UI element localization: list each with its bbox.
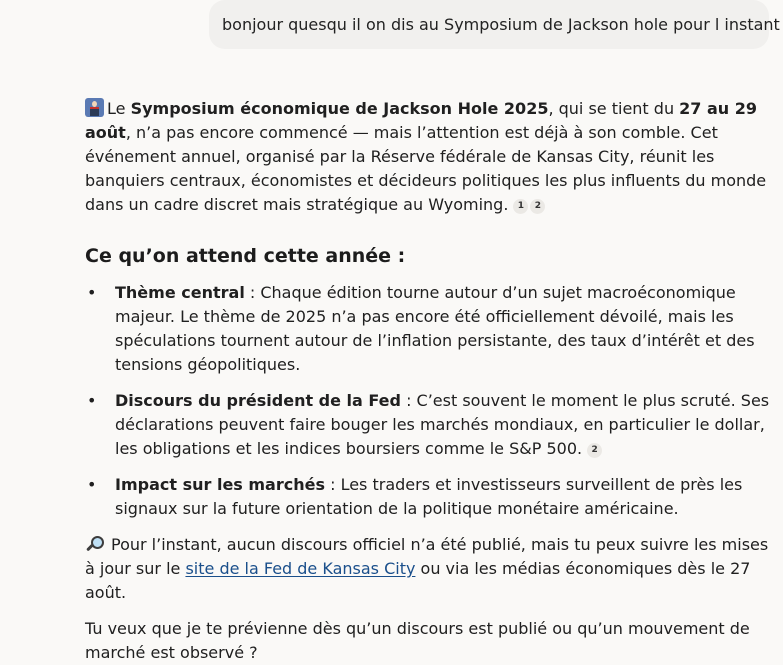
intro-mid: , qui se tient du — [548, 99, 680, 118]
section-heading: Ce qu’on attend cette année : — [85, 245, 406, 267]
point-text: : Chaque édition tourne autour d’un sujet macroéconomique majeur. Le thème de 2025 n’a pas encore été officiellement dévoilé, mais les spéculations tournent autour de l’inflation persistante, des taux d’intérêt et des tensions géopolitiques. — [115, 283, 755, 374]
event-name: Symposium économique de Jackson Hole 2025 — [130, 99, 549, 118]
magnifying-glass-icon — [85, 535, 105, 553]
expectations-list — [85, 281, 775, 521]
point-title: Impact sur les marchés — [115, 475, 325, 494]
event-dates: 27 au 29 août — [85, 99, 758, 142]
intro-paragraph — [85, 97, 775, 217]
user-message-text: bonjour quesqu il on dis au Symposium de Jackson hole pour l instant — [222, 15, 780, 34]
assistant-response — [85, 97, 775, 665]
kansas-city-fed-link[interactable]: site de la Fed de Kansas City — [185, 559, 416, 578]
status-after: ou via les médias économiques dès le 27 août. — [85, 559, 751, 602]
intro-rest: , n’a pas encore commencé — mais l’attention est déjà à son comble. Cet événement annuel, organisé par la Réserve fédérale de Kansas City, réunit les banquiers centraux, économistes et décideurs politiques les plus influents du monde dans un cadre discret mais stratégique au Wyoming. — [85, 123, 767, 214]
point-title: Discours du président de la Fed — [115, 391, 401, 410]
status-before: Pour l’instant, aucun discours officiel n’a été publié, mais tu peux suivre les mises à jour sur le — [85, 535, 769, 578]
point-title: Thème central — [115, 283, 245, 302]
closing-question: Tu veux que je te prévienne dès qu’un discours est publié ou qu’un mouvement de marché est observé ? — [85, 619, 750, 662]
list-item — [85, 473, 775, 521]
point-text: : Les traders et investisseurs surveillent de près les signaux sur la future orientation de la politique monétaire américaine. — [115, 475, 743, 518]
intro-prefix: Le — [107, 99, 131, 118]
list-item — [85, 281, 775, 377]
citation-badge[interactable]: 1 — [513, 199, 528, 214]
bullet-icon: • — [87, 475, 97, 494]
point-text: : C’est souvent le moment le plus scruté. Ses déclarations peuvent faire bouger les marchés mondiaux, en particulier le dollar, les obligations et les indices boursiers comme le S&P 500. — [115, 391, 770, 458]
user-message-bubble — [209, 0, 780, 49]
bullet-icon: • — [87, 283, 97, 302]
bullet-icon: • — [87, 391, 97, 410]
businessperson-icon — [85, 98, 104, 117]
citation-badge[interactable]: 2 — [587, 443, 602, 458]
status-paragraph — [85, 533, 775, 605]
list-item — [85, 389, 775, 461]
citation-badge[interactable]: 2 — [530, 199, 545, 214]
